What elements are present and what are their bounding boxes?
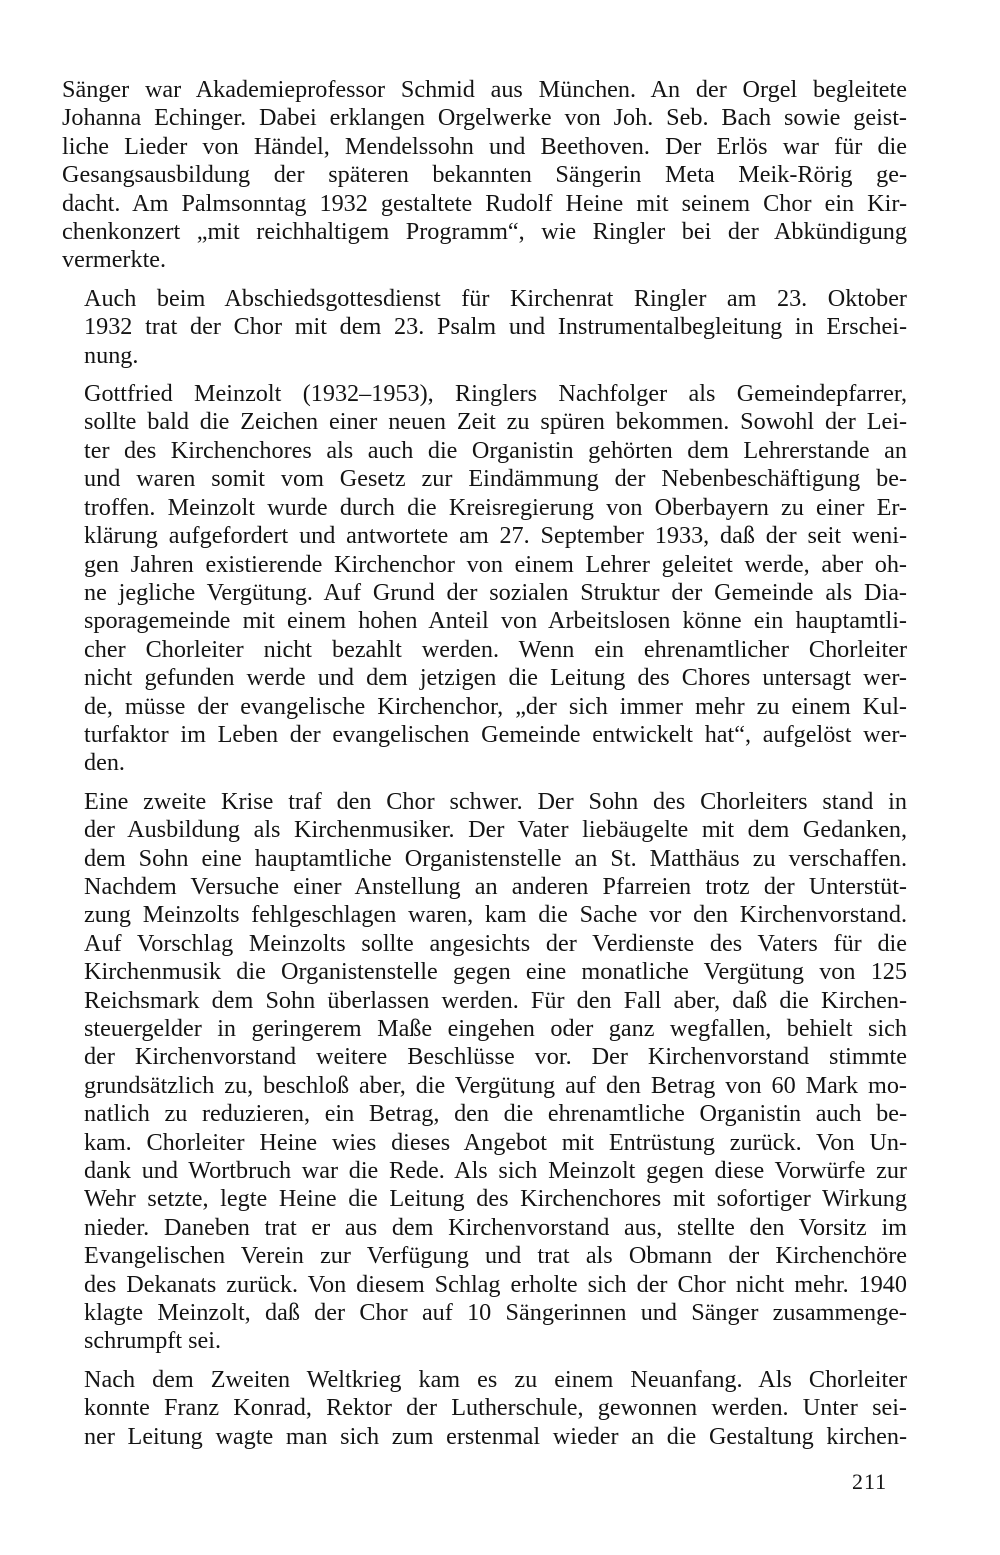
text-line: Auf Vorschlag Meinzolts sollte angesichts der Verdienste des Vaters für die	[84, 929, 907, 957]
text-line: den.	[84, 749, 125, 777]
page-number: 211	[852, 1469, 888, 1494]
text-line: nicht gefunden werde und dem jetzigen die Leitung des Chores untersagt wer-	[84, 664, 907, 692]
text-line: nieder. Daneben trat er aus dem Kirchenvorstand aus, stellte den Vorsitz im	[84, 1213, 907, 1241]
text-line: Nachdem Versuche einer Anstellung an anderen Pfarreien trotz der Unterstüt-	[84, 872, 907, 900]
text-line: sollte bald die Zeichen einer neuen Zeit zu spüren bekommen. Sowohl der Lei-	[84, 408, 907, 436]
text-line: liche Lieder von Händel, Mendelssohn und Beethoven. Der Erlös war für die	[62, 132, 907, 160]
text-line: dacht. Am Palmsonntag 1932 gestaltete Rudolf Heine mit seinem Chor ein Kir-	[62, 189, 907, 217]
text-line: Auch beim Abschiedsgottesdienst für Kirchenrat Ringler am 23. Oktober	[84, 284, 907, 312]
text-line: gen Jahren existierende Kirchenchor von einem Lehrer geleitet werde, aber oh-	[84, 550, 907, 578]
text-line: ner Leitung wagte man sich zum erstenmal wieder an die Gestaltung kirchen-	[84, 1422, 907, 1450]
text-line: der Ausbildung als Kirchenmusiker. Der Vater liebäugelte mit dem Gedanken,	[84, 816, 907, 844]
paragraph	[62, 380, 907, 778]
paragraph	[62, 76, 907, 275]
text-line: dem Sohn eine hauptamtliche Organistenstelle an St. Matthäus zu verschaffen.	[84, 844, 907, 872]
text-line: zung Meinzolts fehlgeschlagen waren, kam die Sache vor den Kirchenvorstand.	[84, 901, 907, 929]
text-line: der Kirchenvorstand weitere Beschlüsse vor. Der Kirchenvorstand stimmte	[84, 1043, 907, 1071]
paragraph	[62, 788, 907, 1356]
text-line: ne jegliche Vergütung. Auf Grund der sozialen Struktur der Gemeinde als Dia-	[84, 578, 907, 606]
text-line: Gottfried Meinzolt (1932–1953), Ringlers Nachfolger als Gemeindepfarrer,	[84, 380, 907, 408]
text-line: dank und Wortbruch war die Rede. Als sich Meinzolt gegen diese Vorwürfe zur	[84, 1157, 907, 1185]
text-line: Nach dem Zweiten Weltkrieg kam es zu einem Neuanfang. Als Chorleiter	[84, 1365, 907, 1393]
text-line: des Dekanats zurück. Von diesem Schlag erholte sich der Chor nicht mehr. 1940	[84, 1270, 907, 1298]
text-line: Evangelischen Verein zur Verfügung und trat als Obmann der Kirchenchöre	[84, 1242, 907, 1270]
text-line: grundsätzlich zu, beschloß aber, die Vergütung auf den Betrag von 60 Mark mo-	[84, 1071, 907, 1099]
text-line: konnte Franz Konrad, Rektor der Lutherschule, gewonnen werden. Unter sei-	[84, 1394, 907, 1422]
text-line: cher Chorleiter nicht bezahlt werden. Wenn ein ehrenamtlicher Chorleiter	[84, 635, 907, 663]
text-line: klärung aufgefordert und antwortete am 27. September 1933, daß der seit weni-	[84, 522, 907, 550]
text-line: turfaktor im Leben der evangelischen Gemeinde entwickelt hat“, aufgelöst wer-	[84, 720, 907, 748]
text-line: klagte Meinzolt, daß der Chor auf 10 Sängerinnen und Sänger zusammenge-	[84, 1299, 907, 1327]
text-line: chenkonzert „mit reichhaltigem Programm“, wie Ringler bei der Abkündigung	[62, 218, 907, 246]
text-line: 1932 trat der Chor mit dem 23. Psalm und Instrumentalbegleitung in Erschei-	[84, 313, 907, 341]
text-line: Gesangsausbildung der späteren bekannten Sängerin Meta Meik-Rörig ge-	[62, 161, 907, 189]
text-line: Eine zweite Krise traf den Chor schwer. Der Sohn des Chorleiters stand in	[84, 787, 907, 815]
paragraph	[62, 1366, 907, 1451]
text-line: troffen. Meinzolt wurde durch die Kreisregierung von Oberbayern zu einer Er-	[84, 493, 907, 521]
text-line: Wehr setzte, legte Heine die Leitung des Kirchenchores mit sofortiger Wirkung	[84, 1185, 907, 1213]
text-line: nung.	[84, 341, 139, 369]
paragraph	[62, 285, 907, 370]
text-line: Sänger war Akademieprofessor Schmid aus München. An der Orgel begleitete	[62, 76, 907, 103]
text-line: Kirchenmusik die Organistenstelle gegen eine monatliche Vergütung von 125	[84, 958, 907, 986]
text-line: sporagemeinde mit einem hohen Anteil von Arbeitslosen könne ein hauptamtli-	[84, 607, 907, 635]
text-line: de, müsse der evangelische Kirchenchor, „der sich immer mehr zu einem Kul-	[84, 692, 907, 720]
text-line: kam. Chorleiter Heine wies dieses Angebot mit Entrüstung zurück. Von Un-	[84, 1128, 907, 1156]
page-body	[62, 76, 907, 1461]
text-line: und waren somit vom Gesetz zur Eindämmung der Nebenbeschäftigung be-	[84, 465, 907, 493]
text-line: natlich zu reduzieren, ein Betrag, den die ehrenamtliche Organistin auch be-	[84, 1100, 907, 1128]
text-line: ter des Kirchenchores als auch die Organistin gehörten dem Lehrerstande an	[84, 436, 907, 464]
text-line: schrumpft sei.	[84, 1327, 222, 1355]
text-line: vermerkte.	[62, 246, 167, 274]
text-line: Reichsmark dem Sohn überlassen werden. Für den Fall aber, daß die Kirchen-	[84, 986, 907, 1014]
text-line: steuergelder in geringerem Maße eingehen oder ganz wegfallen, behielt sich	[84, 1015, 907, 1042]
text-line: Johanna Echinger. Dabei erklangen Orgelwerke von Joh. Seb. Bach sowie geist-	[62, 104, 907, 132]
